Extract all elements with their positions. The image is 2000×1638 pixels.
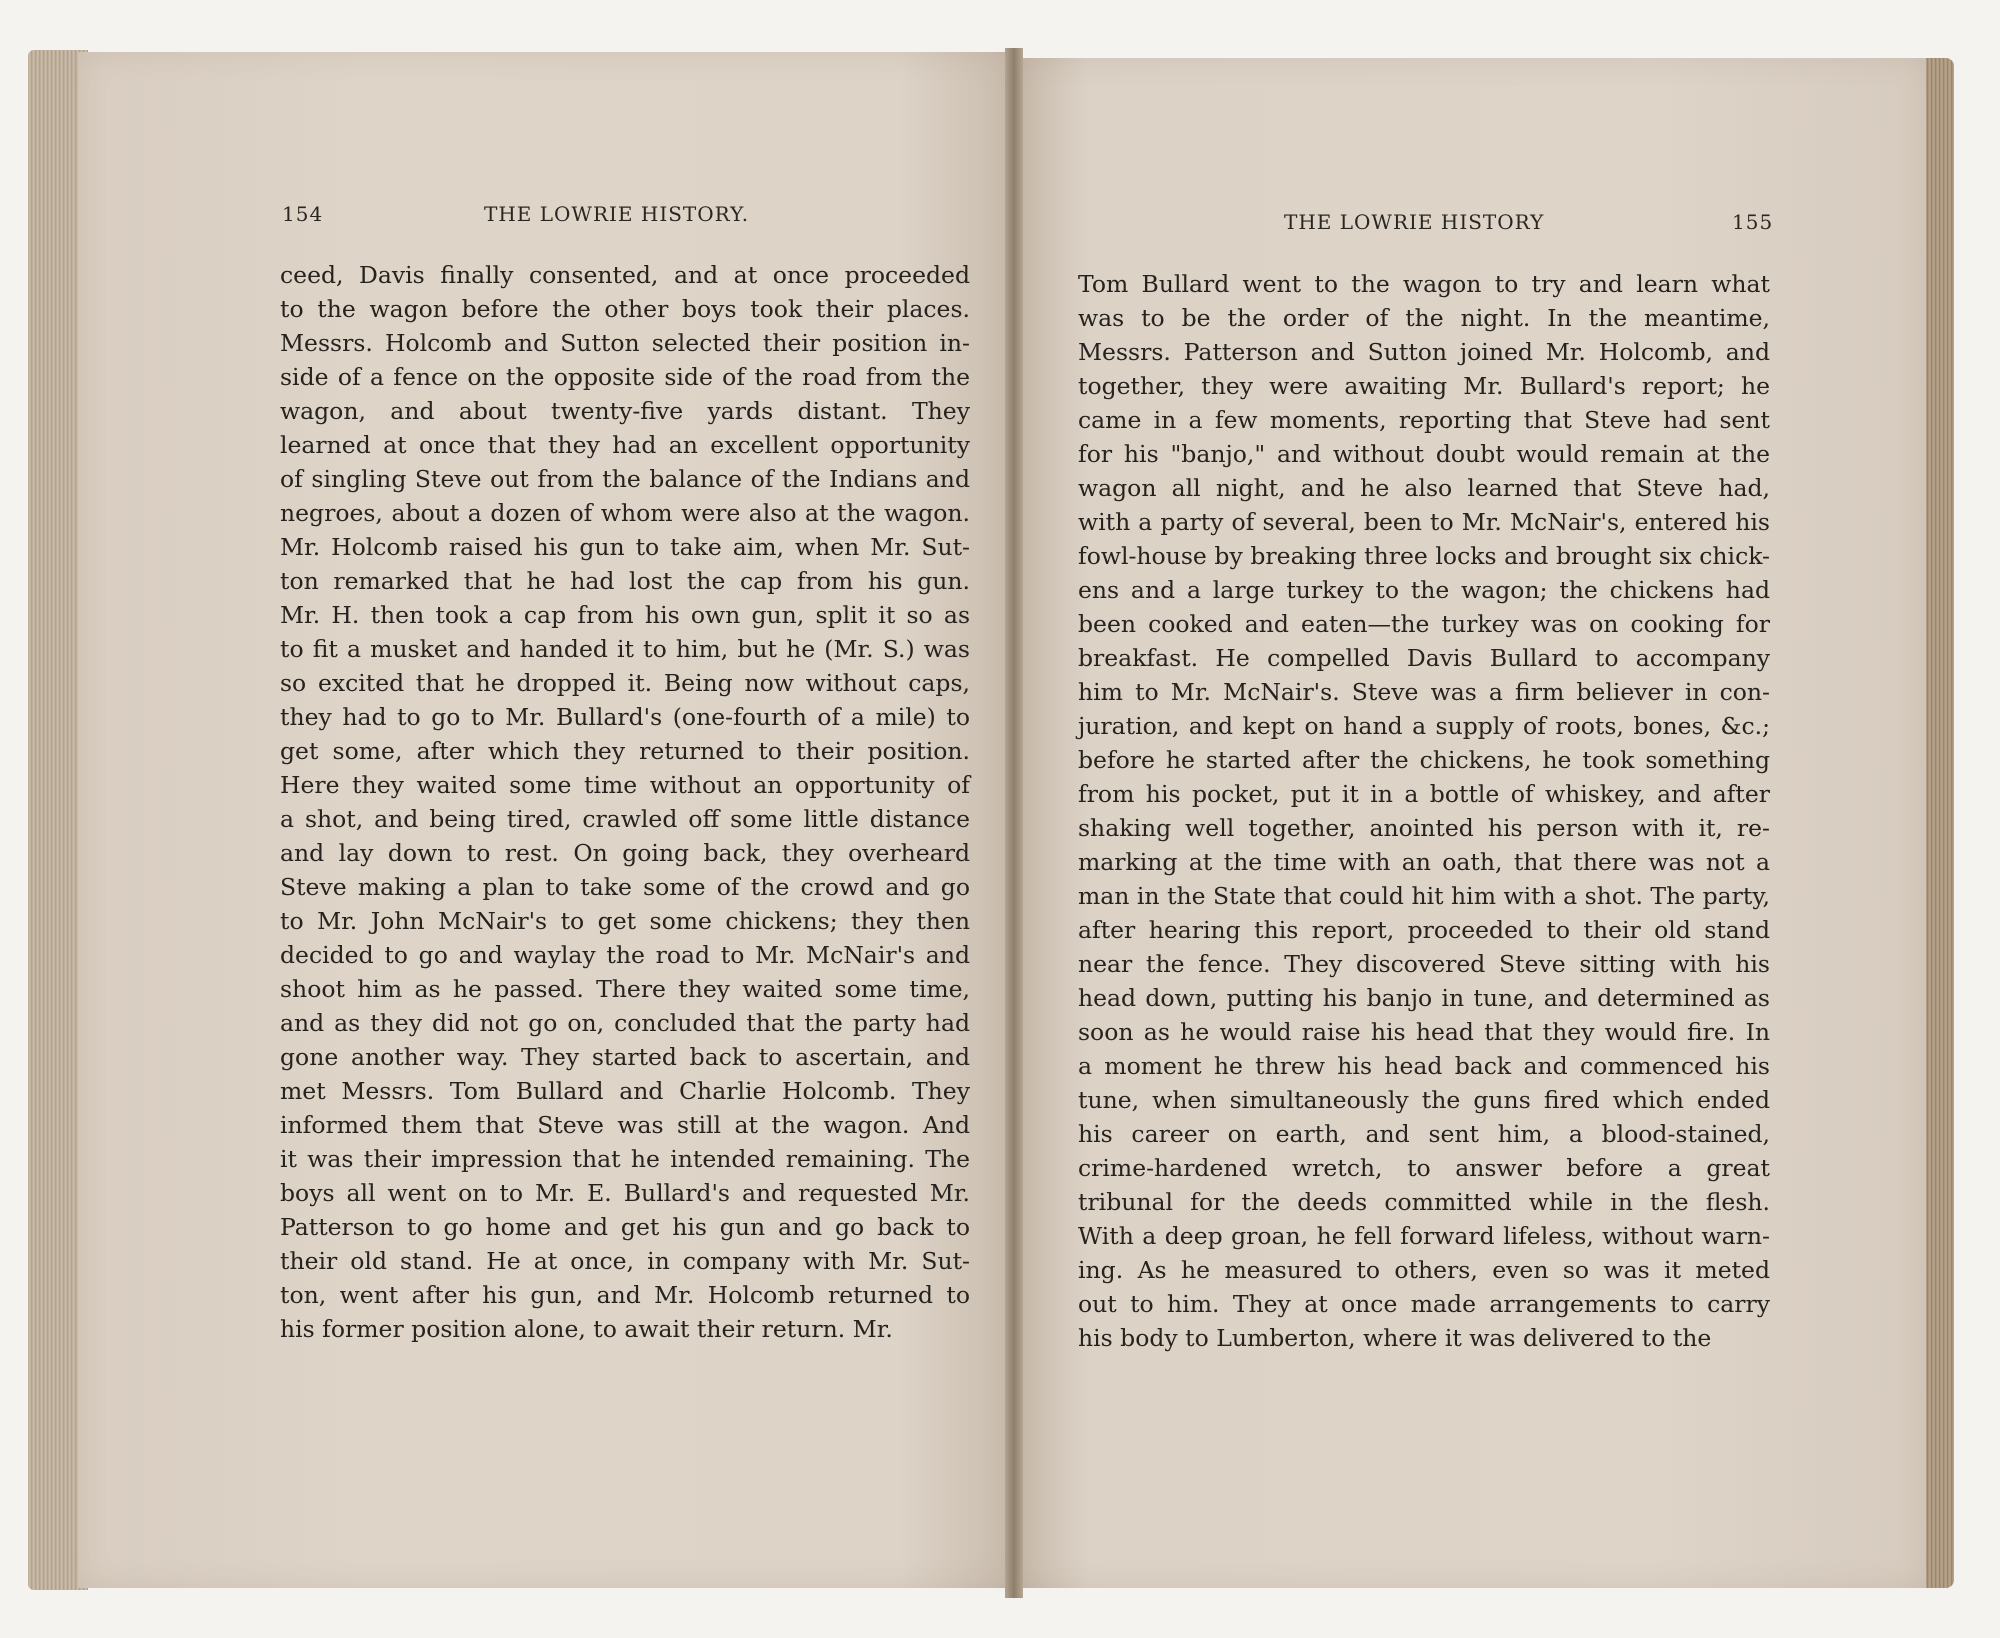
text-line: marking at the time with an oath, that there was not a — [1078, 848, 1770, 876]
text-line: juration, and kept on hand a supply of roots, bones, &c.; — [1078, 712, 1770, 740]
text-line: ing. As he measured to others, even so was it meted — [1078, 1256, 1770, 1284]
text-line: out to him. They at once made arrangements to carry — [1078, 1290, 1770, 1318]
text-line: decided to go and waylay the road to Mr. McNair's and — [280, 941, 970, 969]
text-line: With a deep groan, he fell forward lifeless, without warn- — [1078, 1222, 1770, 1250]
text-line: shaking well together, anointed his person with it, re- — [1078, 814, 1770, 842]
text-line: met Messrs. Tom Bullard and Charlie Holcomb. They — [280, 1077, 970, 1105]
text-line: soon as he would raise his head that they would fire. In — [1078, 1018, 1770, 1046]
text-line: ton, went after his gun, and Mr. Holcomb returned to — [280, 1281, 970, 1309]
right-page-number: 155 — [1732, 210, 1774, 234]
right-page-body — [1078, 267, 1770, 1355]
text-line: his body to Lumberton, where it was delivered to the — [1078, 1324, 1712, 1352]
text-line: and lay down to rest. On going back, they overheard — [280, 839, 970, 867]
text-line: came in a few moments, reporting that Steve had sent — [1078, 406, 1770, 434]
text-line: Mr. H. then took a cap from his own gun, split it so as — [280, 601, 970, 629]
text-line: man in the State that could hit him with a shot. The party, — [1078, 882, 1770, 910]
text-line: fowl-house by breaking three locks and brought six chick- — [1078, 542, 1770, 570]
text-line: near the fence. They discovered Steve sitting with his — [1078, 950, 1770, 978]
text-line: informed them that Steve was still at the wagon. And — [280, 1111, 970, 1139]
text-line: boys all went on to Mr. E. Bullard's and requested Mr. — [280, 1179, 970, 1207]
text-line: tribunal for the deeds committed while in the flesh. — [1078, 1188, 1770, 1216]
text-line: Here they waited some time without an opportunity of — [280, 771, 970, 799]
text-line: Patterson to go home and get his gun and go back to — [280, 1213, 970, 1241]
text-line: to the wagon before the other boys took their places. — [280, 295, 970, 323]
text-line: Steve making a plan to take some of the crowd and go — [280, 873, 970, 901]
text-line: a moment he threw his head back and commenced his — [1078, 1052, 1770, 1080]
text-line: to Mr. John McNair's to get some chickens; they then — [280, 907, 970, 935]
right-running-head: THE LOWRIE HISTORY — [1284, 210, 1545, 234]
text-line: learned at once that they had an excellent opportunity — [280, 431, 970, 459]
text-line: crime-hardened wretch, to answer before a great — [1078, 1154, 1770, 1182]
text-line: after hearing this report, proceeded to their old stand — [1078, 916, 1770, 944]
book-gutter — [1005, 48, 1023, 1598]
text-line: and as they did not go on, concluded that the party had — [280, 1009, 970, 1037]
text-line: negroes, about a dozen of whom were also at the wagon. — [280, 499, 970, 527]
text-line: ton remarked that he had lost the cap from his gun. — [280, 567, 970, 595]
text-line: him to Mr. McNair's. Steve was a firm believer in con- — [1078, 678, 1770, 706]
text-line: Messrs. Patterson and Sutton joined Mr. Holcomb, and — [1078, 338, 1770, 366]
text-line: wagon, and about twenty-five yards distant. They — [280, 397, 970, 425]
book-edge-right — [1924, 58, 1954, 1588]
text-line: his career on earth, and sent him, a blood-stained, — [1078, 1120, 1770, 1148]
text-line: his former position alone, to await their return. Mr. — [280, 1315, 893, 1343]
text-line: Messrs. Holcomb and Sutton selected their position in- — [280, 329, 970, 357]
text-line: head down, putting his banjo in tune, and determined as — [1078, 984, 1770, 1012]
text-line: their old stand. He at once, in company with Mr. Sut- — [280, 1247, 970, 1275]
text-line: tune, when simultaneously the guns fired which ended — [1078, 1086, 1770, 1114]
text-line: Tom Bullard went to the wagon to try and learn what — [1078, 270, 1770, 298]
text-line: it was their impression that he intended remaining. The — [280, 1145, 970, 1173]
text-line: wagon all night, and he also learned that Steve had, — [1078, 474, 1770, 502]
text-line: get some, after which they returned to their position. — [280, 737, 970, 765]
text-line: they had to go to Mr. Bullard's (one-fourth of a mile) to — [280, 703, 970, 731]
text-line: shoot him as he passed. There they waited some time, — [280, 975, 970, 1003]
text-line: together, they were awaiting Mr. Bullard's report; he — [1078, 372, 1770, 400]
text-line: so excited that he dropped it. Being now without caps, — [280, 669, 970, 697]
text-line: been cooked and eaten—the turkey was on cooking for — [1078, 610, 1770, 638]
text-line: ens and a large turkey to the wagon; the chickens had — [1078, 576, 1770, 604]
text-line: to fit a musket and handed it to him, but he (Mr. S.) was — [280, 635, 970, 663]
left-page-body — [280, 258, 970, 1346]
text-line: breakfast. He compelled Davis Bullard to accompany — [1078, 644, 1770, 672]
text-line: a shot, and being tired, crawled off some little distance — [280, 805, 970, 833]
text-line: from his pocket, put it in a bottle of whiskey, and after — [1078, 780, 1770, 808]
text-line: gone another way. They started back to ascertain, and — [280, 1043, 970, 1071]
text-line: ceed, Davis finally consented, and at once proceeded — [280, 261, 970, 289]
text-line: with a party of several, been to Mr. McNair's, entered his — [1078, 508, 1770, 536]
text-line: for his "banjo," and without doubt would remain at the — [1078, 440, 1770, 468]
text-line: before he started after the chickens, he took something — [1078, 746, 1770, 774]
text-line: side of a fence on the opposite side of the road from the — [280, 363, 970, 391]
text-line: Mr. Holcomb raised his gun to take aim, when Mr. Sut- — [280, 533, 970, 561]
text-line: was to be the order of the night. In the meantime, — [1078, 304, 1770, 332]
text-line: of singling Steve out from the balance of the Indians and — [280, 465, 970, 493]
left-page-number: 154 — [282, 202, 324, 226]
left-running-head: THE LOWRIE HISTORY. — [484, 202, 750, 226]
